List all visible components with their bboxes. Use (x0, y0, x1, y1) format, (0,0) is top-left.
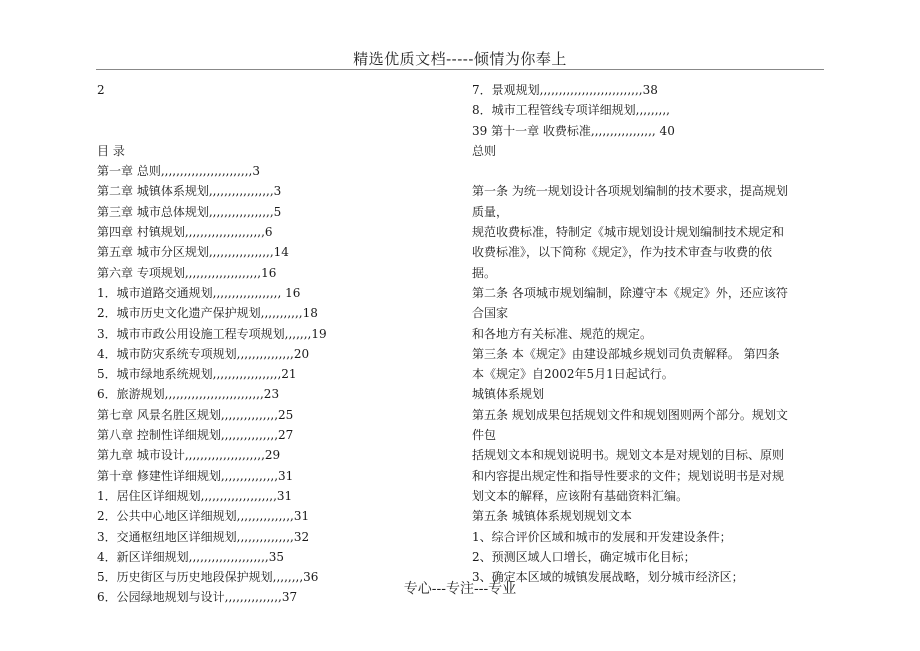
body-line: 件包 (472, 428, 497, 443)
body-line: 7．景观规划,,,,,,,,,,,,,,,,,,,,,,,,,,,38 (472, 83, 658, 97)
toc-line: 第六章 专项规划,,,,,,,,,,,,,,,,,,,,16 (97, 265, 277, 280)
toc-line: 第十章 修建性详细规划,,,,,,,,,,,,,,,31 (97, 468, 294, 483)
body-line: 总则 (472, 143, 497, 158)
right-column-body (472, 80, 832, 587)
toc-line (97, 121, 427, 141)
toc-line: 第一章 总则,,,,,,,,,,,,,,,,,,,,,,,,3 (97, 164, 260, 179)
body-line: 1、综合评价区域和城市的发展和开发建设条件； (472, 529, 732, 544)
body-line: 39 第十一章 收费标准,,,,,,,,,,,,,,,,, 40 (472, 123, 675, 138)
toc-line: 目 录 (97, 143, 125, 158)
left-column-toc (97, 80, 427, 608)
body-line: 3、确定本区域的城镇发展战略，划分城市经济区； (472, 570, 744, 585)
body-line: 和内容提出规定性和指导性要求的文件；规划说明书是对规 (472, 468, 785, 483)
body-line: 规范收费标准，特制定《城市规划设计规划编制技术规定和 (472, 225, 785, 240)
body-line: 城镇体系规划 (472, 387, 545, 402)
body-line: 划文本的解释，应该附有基础资料汇编。 (472, 488, 689, 503)
toc-line: 第三章 城市总体规划,,,,,,,,,,,,,,,,,5 (97, 204, 282, 219)
toc-line: 第四章 村镇规划,,,,,,,,,,,,,,,,,,,,,6 (97, 225, 273, 240)
toc-line: 第五章 城市分区规划,,,,,,,,,,,,,,,,,14 (97, 245, 289, 260)
body-line: 据。 (472, 265, 497, 280)
toc-line: 第七章 风景名胜区规划,,,,,,,,,,,,,,,25 (97, 407, 294, 422)
body-line: 第五条 规划成果包括规划文件和规划图则两个部分。规划文 (472, 407, 788, 422)
toc-line: 6．公园绿地规划与设计,,,,,,,,,,,,,,,37 (97, 590, 298, 605)
page-header-title: 精选优质文档-----倾情为你奉上 (353, 50, 567, 68)
toc-line: 5．城市绿地系统规划,,,,,,,,,,,,,,,,,,21 (97, 367, 297, 382)
body-line: 和各地方有关标准、规范的规定。 (472, 326, 653, 341)
toc-line: 2．公共中心地区详细规划,,,,,,,,,,,,,,,31 (97, 509, 310, 524)
toc-line: 3．城市市政公用设施工程专项规划,,,,,,,19 (97, 326, 327, 341)
toc-line: 1．城市道路交通规划,,,,,,,,,,,,,,,,,, 16 (97, 285, 301, 300)
header-divider (96, 69, 824, 70)
body-line: 本《规定》自2002年5月1日起试行。 (472, 367, 674, 382)
toc-line: 2 (97, 83, 105, 97)
page-footer: 专心---专注---专业 (403, 581, 517, 597)
toc-line: 4．新区详细规划,,,,,,,,,,,,,,,,,,,,,35 (97, 549, 285, 564)
body-line: 2、预测区域人口增长，确定城市化目标； (472, 549, 696, 564)
toc-line: 6．旅游规划,,,,,,,,,,,,,,,,,,,,,,,,,,23 (97, 387, 280, 402)
body-line: 第三条 本《规定》由建设部城乡规划司负责解释。 第四条 (472, 346, 780, 361)
body-line: 第五条 城镇体系规划规划文本 (472, 509, 632, 524)
toc-line: 1．居住区详细规划,,,,,,,,,,,,,,,,,,,,31 (97, 488, 293, 503)
toc-line: 第八章 控制性详细规划,,,,,,,,,,,,,,,27 (97, 428, 294, 443)
body-line: 质量， (472, 204, 509, 219)
toc-line: 第二章 城镇体系规划,,,,,,,,,,,,,,,,,3 (97, 184, 282, 199)
body-line: 括规划文本和规划说明书。规划文本是对规划的目标、原则 (472, 448, 785, 463)
body-line (472, 161, 832, 181)
body-line: 收费标准》，以下简称《规定》，作为技术审查与收费的依 (472, 245, 773, 260)
toc-line: 5．历史街区与历史地段保护规划,,,,,,,,36 (97, 570, 319, 585)
body-line: 合国家 (472, 306, 509, 321)
toc-line (97, 100, 427, 120)
toc-line: 3．交通枢纽地区详细规划,,,,,,,,,,,,,,,32 (97, 529, 310, 544)
body-line: 8．城市工程管线专项详细规划,,,,,,,,, (472, 103, 670, 118)
body-line: 第二条 各项城市规划编制，除遵守本《规定》外，还应该符 (472, 285, 788, 300)
toc-line: 第九章 城市设计,,,,,,,,,,,,,,,,,,,,,29 (97, 448, 281, 463)
toc-line: 2．城市历史文化遗产保护规划,,,,,,,,,,,18 (97, 306, 318, 321)
toc-line: 4．城市防灾系统专项规划,,,,,,,,,,,,,,,20 (97, 346, 310, 361)
body-line: 第一条 为统一规划设计各项规划编制的技术要求，提高规划 (472, 184, 788, 199)
